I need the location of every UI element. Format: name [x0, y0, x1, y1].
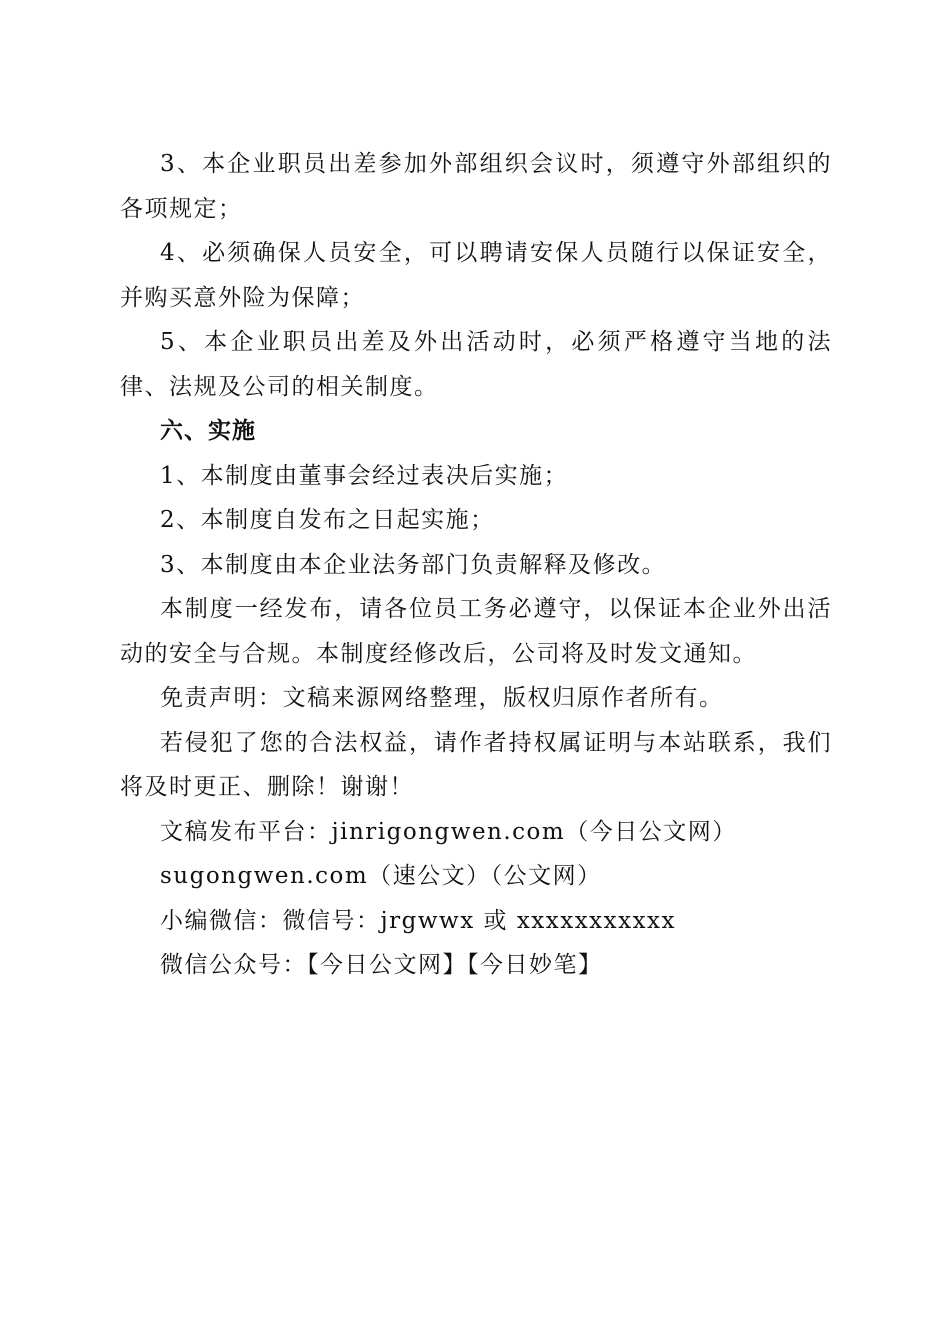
- paragraph-disclaimer: 免责声明：文稿来源网络整理，版权归原作者所有。: [160, 685, 724, 711]
- paragraph-editor-wechat: 小编微信：微信号：jrgwwx 或 xxxxxxxxxxx: [160, 907, 676, 934]
- paragraph-sugongwen-site: sugongwen.com（速公文）（公文网）: [160, 863, 602, 889]
- section-heading-implementation: 六、实施: [160, 418, 256, 444]
- paragraph-rule-5: 5、本企业职员出差及外出活动时，必须严格遵守当地的法律、法规及公司的相关制度。: [120, 329, 832, 400]
- paragraph-implementation-3: 3、本制度由本企业法务部门负责解释及修改。: [160, 551, 667, 578]
- paragraph-publish-platform: 文稿发布平台：jinrigongwen.com（今日公文网）: [160, 818, 737, 845]
- paragraph-implementation-1: 1、本制度由董事会经过表决后实施；: [160, 462, 569, 489]
- paragraph-rule-3: 3、本企业职员出差参加外部组织会议时，须遵守外部组织的各项规定；: [120, 151, 832, 222]
- paragraph-infringement-contact: 若侵犯了您的合法权益，请作者持权属证明与本站联系，我们将及时更正、删除！谢谢！: [120, 729, 832, 800]
- paragraph-implementation-2: 2、本制度自发布之日起实施；: [160, 507, 495, 533]
- paragraph-wechat-official-account: 微信公众号：【今日公文网】【今日妙笔】: [160, 952, 603, 978]
- paragraph-rule-4: 4、必须确保人员安全，可以聘请安保人员随行以保证安全，并购买意外险为保障；: [120, 240, 832, 311]
- paragraph-closing-notice: 本制度一经发布，请各位员工务必遵守，以保证本企业外出活动的安全与合规。本制度经修改后，公司将及时发文通知。: [120, 596, 832, 667]
- document-body: [120, 142, 832, 988]
